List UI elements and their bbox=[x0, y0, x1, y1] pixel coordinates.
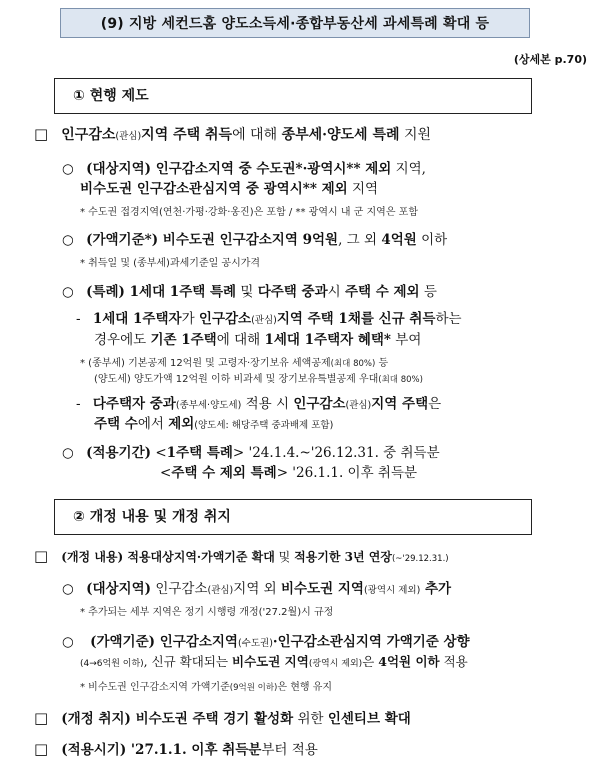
text: 지역, bbox=[391, 161, 426, 177]
square-bullet-icon: □ bbox=[34, 740, 49, 758]
note-benefit-2 bbox=[94, 370, 423, 385]
text: 비수도권 인구감소관심지역 중 광역시** 제외 bbox=[80, 181, 348, 197]
item-special bbox=[62, 280, 437, 300]
text: , 신규 확대되는 bbox=[143, 654, 233, 669]
circle-bullet-icon: ○ bbox=[62, 634, 74, 650]
dash-bullet-icon: - bbox=[76, 311, 81, 327]
text: 지역 주택 취득 bbox=[141, 127, 233, 143]
text: 추가 bbox=[420, 581, 452, 597]
item-revision-purpose bbox=[34, 707, 411, 727]
text: 에 대해 bbox=[232, 127, 282, 143]
item-rev-value-cont bbox=[80, 652, 468, 670]
text: ·인구감소관심지역 가액기준 상향 bbox=[272, 634, 470, 650]
text: 지원 bbox=[399, 127, 432, 143]
circle-bullet-icon: ○ bbox=[62, 445, 74, 461]
page-title: (9) 지방 세컨드홈 양도소득세·종합부동산세 과세특례 확대 등 bbox=[100, 16, 490, 32]
text: 지역 bbox=[347, 181, 379, 197]
note-value-keep bbox=[80, 678, 332, 693]
item-target-region-cont bbox=[80, 177, 378, 197]
text: 에서 bbox=[137, 416, 169, 432]
text: (가액기준) 인구감소지역 bbox=[90, 634, 238, 650]
text: (4→6억원 이하) bbox=[80, 659, 144, 669]
text: 인구감소 bbox=[293, 396, 346, 412]
text: 하는 bbox=[435, 311, 462, 327]
text: (가액기준*) 비수도권 인구감소지역 9억원 bbox=[86, 232, 339, 248]
item-rev-value bbox=[62, 630, 470, 650]
item-revision-content bbox=[34, 546, 449, 565]
text: (관심) bbox=[345, 400, 372, 411]
note-added-region: * 추가되는 세부 지역은 정기 시행령 개정('27.2월)시 규정 bbox=[80, 607, 334, 618]
text: < bbox=[151, 445, 167, 461]
text: (종부세·양도세) bbox=[175, 400, 242, 411]
note-value: * 취득일 및 (종부세)과세기준일 공시가격 bbox=[80, 258, 261, 269]
text: 적용 bbox=[439, 654, 468, 669]
circle-bullet-icon: ○ bbox=[62, 581, 74, 597]
square-bullet-icon: □ bbox=[34, 125, 49, 143]
text: 지역 주택 bbox=[371, 396, 429, 412]
text: 1세대 1주택자 혜택* bbox=[264, 332, 391, 348]
text: 에 대해 bbox=[216, 332, 265, 348]
text: 적용기한 3년 연장 bbox=[294, 550, 392, 564]
text: 종부세·양도세 특례 bbox=[281, 127, 400, 143]
text: * (종부세) 기본공제 12억원 및 고령자·장기보유 세액공제 bbox=[80, 358, 331, 369]
text: (관심) bbox=[207, 585, 234, 596]
text: (광역시 제외) bbox=[363, 585, 421, 596]
text: 4억원 이하 bbox=[378, 654, 440, 669]
text: 시 bbox=[327, 284, 345, 300]
square-bullet-icon: □ bbox=[34, 547, 49, 565]
section-title-current: ① 현행 제도 bbox=[73, 88, 149, 104]
square-bullet-icon: □ bbox=[34, 709, 49, 727]
text: 주택 수 제외 특례 bbox=[171, 465, 277, 481]
text: < bbox=[160, 465, 172, 481]
text: 다주택자 중과 bbox=[92, 396, 176, 412]
text: 위한 bbox=[293, 711, 328, 727]
item-value-criteria bbox=[62, 228, 447, 248]
text: 은 bbox=[428, 396, 442, 412]
text: 적용 시 bbox=[241, 396, 294, 412]
text: (개정 취지) 비수도권 주택 경기 활성화 bbox=[61, 711, 294, 727]
item-effective-date bbox=[34, 738, 318, 758]
text: 적용대상지역·가액기준 확대 bbox=[127, 550, 275, 564]
text: (최대 80%) bbox=[378, 375, 423, 385]
item-target-region bbox=[62, 157, 426, 177]
note-benefit-1 bbox=[80, 354, 388, 369]
text: * 비수도권 인구감소지역 가액기준 bbox=[80, 682, 230, 693]
text: 비수도권 지역 bbox=[281, 581, 364, 597]
text: (대상지역) 인구감소지역 중 수도권*·광역시** 제외 bbox=[86, 161, 392, 177]
text: (적용시기) '27.1.1. 이후 취득분 bbox=[61, 742, 262, 758]
item-one-house bbox=[76, 307, 462, 327]
text: 주택 수 bbox=[94, 416, 138, 432]
text: 이하 bbox=[416, 232, 448, 248]
text: 1세대 1주택자 bbox=[92, 311, 182, 327]
text: (특례) 1세대 1주택 특례 bbox=[86, 284, 237, 300]
section-title-revision: ② 개정 내용 및 개정 취지 bbox=[73, 509, 231, 525]
text: (양도세) 양도가액 12억원 이하 비과세 및 장기보유특별공제 우대 bbox=[94, 374, 379, 385]
section-header-revision bbox=[54, 499, 532, 535]
text: (양도세: 해당주택 중과배제 포함) bbox=[194, 420, 334, 431]
text: 및 bbox=[274, 550, 295, 564]
text: 제외 bbox=[168, 416, 195, 432]
text: 1주택 특례 bbox=[166, 445, 233, 461]
text: 부터 적용 bbox=[261, 742, 318, 758]
text: 지역 외 bbox=[233, 581, 281, 597]
title-box bbox=[60, 8, 530, 38]
text: 인구감소 bbox=[61, 127, 116, 143]
item-period bbox=[62, 441, 440, 461]
text: (적용기간) bbox=[86, 445, 152, 461]
circle-bullet-icon: ○ bbox=[62, 161, 74, 177]
text: 지역 주택 1채를 신규 취득 bbox=[276, 311, 436, 327]
text: (개정 내용) bbox=[61, 550, 128, 564]
text: 경우에도 bbox=[94, 332, 151, 348]
detail-reference: (상세본 p.70) bbox=[513, 53, 587, 66]
text: > '26.1.1. 이후 취득분 bbox=[276, 465, 418, 481]
text: 부여 bbox=[391, 332, 422, 348]
text: (대상지역) bbox=[86, 581, 152, 597]
text: , 그 외 bbox=[338, 232, 382, 248]
text: 비수도권 지역 bbox=[232, 654, 309, 669]
text: (9억원 이하) bbox=[229, 683, 278, 693]
text: 가 bbox=[181, 311, 199, 327]
item-rev-target-region bbox=[62, 577, 451, 597]
note-region: * 수도권 접경지역(연천·가평·강화·옹진)은 포함 / ** 광역시 내 군 지역은 포함 bbox=[80, 207, 418, 218]
circle-bullet-icon: ○ bbox=[62, 232, 74, 248]
item-multi-house bbox=[76, 392, 441, 412]
text: (광역시 제외) bbox=[308, 659, 363, 669]
circle-bullet-icon: ○ bbox=[62, 284, 74, 300]
text: 은 현행 유지 bbox=[277, 682, 333, 693]
text: 인구감소 bbox=[151, 581, 208, 597]
text: (관심) bbox=[115, 131, 142, 142]
item-period-cont bbox=[160, 461, 417, 481]
item-one-house-cont bbox=[94, 328, 421, 348]
text: 기존 1주택 bbox=[150, 332, 217, 348]
text: (수도권) bbox=[237, 638, 273, 649]
text: 등 bbox=[419, 284, 437, 300]
text: 인구감소 bbox=[198, 311, 252, 327]
dash-bullet-icon: - bbox=[76, 396, 81, 412]
text: 다주택 중과 bbox=[257, 284, 328, 300]
text: 4억원 bbox=[381, 232, 417, 248]
text: (최대 80%) bbox=[330, 359, 376, 369]
text: 및 bbox=[236, 284, 258, 300]
text: > '24.1.4.~'26.12.31. 중 취득분 bbox=[232, 445, 440, 461]
text: 주택 수 제외 bbox=[344, 284, 420, 300]
text: 은 bbox=[362, 654, 379, 669]
text: (~'29.12.31.) bbox=[391, 554, 449, 564]
item-multi-house-cont bbox=[94, 412, 333, 432]
section-header-current bbox=[54, 78, 532, 114]
text: 등 bbox=[375, 358, 389, 369]
text: (관심) bbox=[251, 315, 277, 326]
text: 인센티브 확대 bbox=[327, 711, 411, 727]
item-current-overview bbox=[34, 124, 431, 144]
